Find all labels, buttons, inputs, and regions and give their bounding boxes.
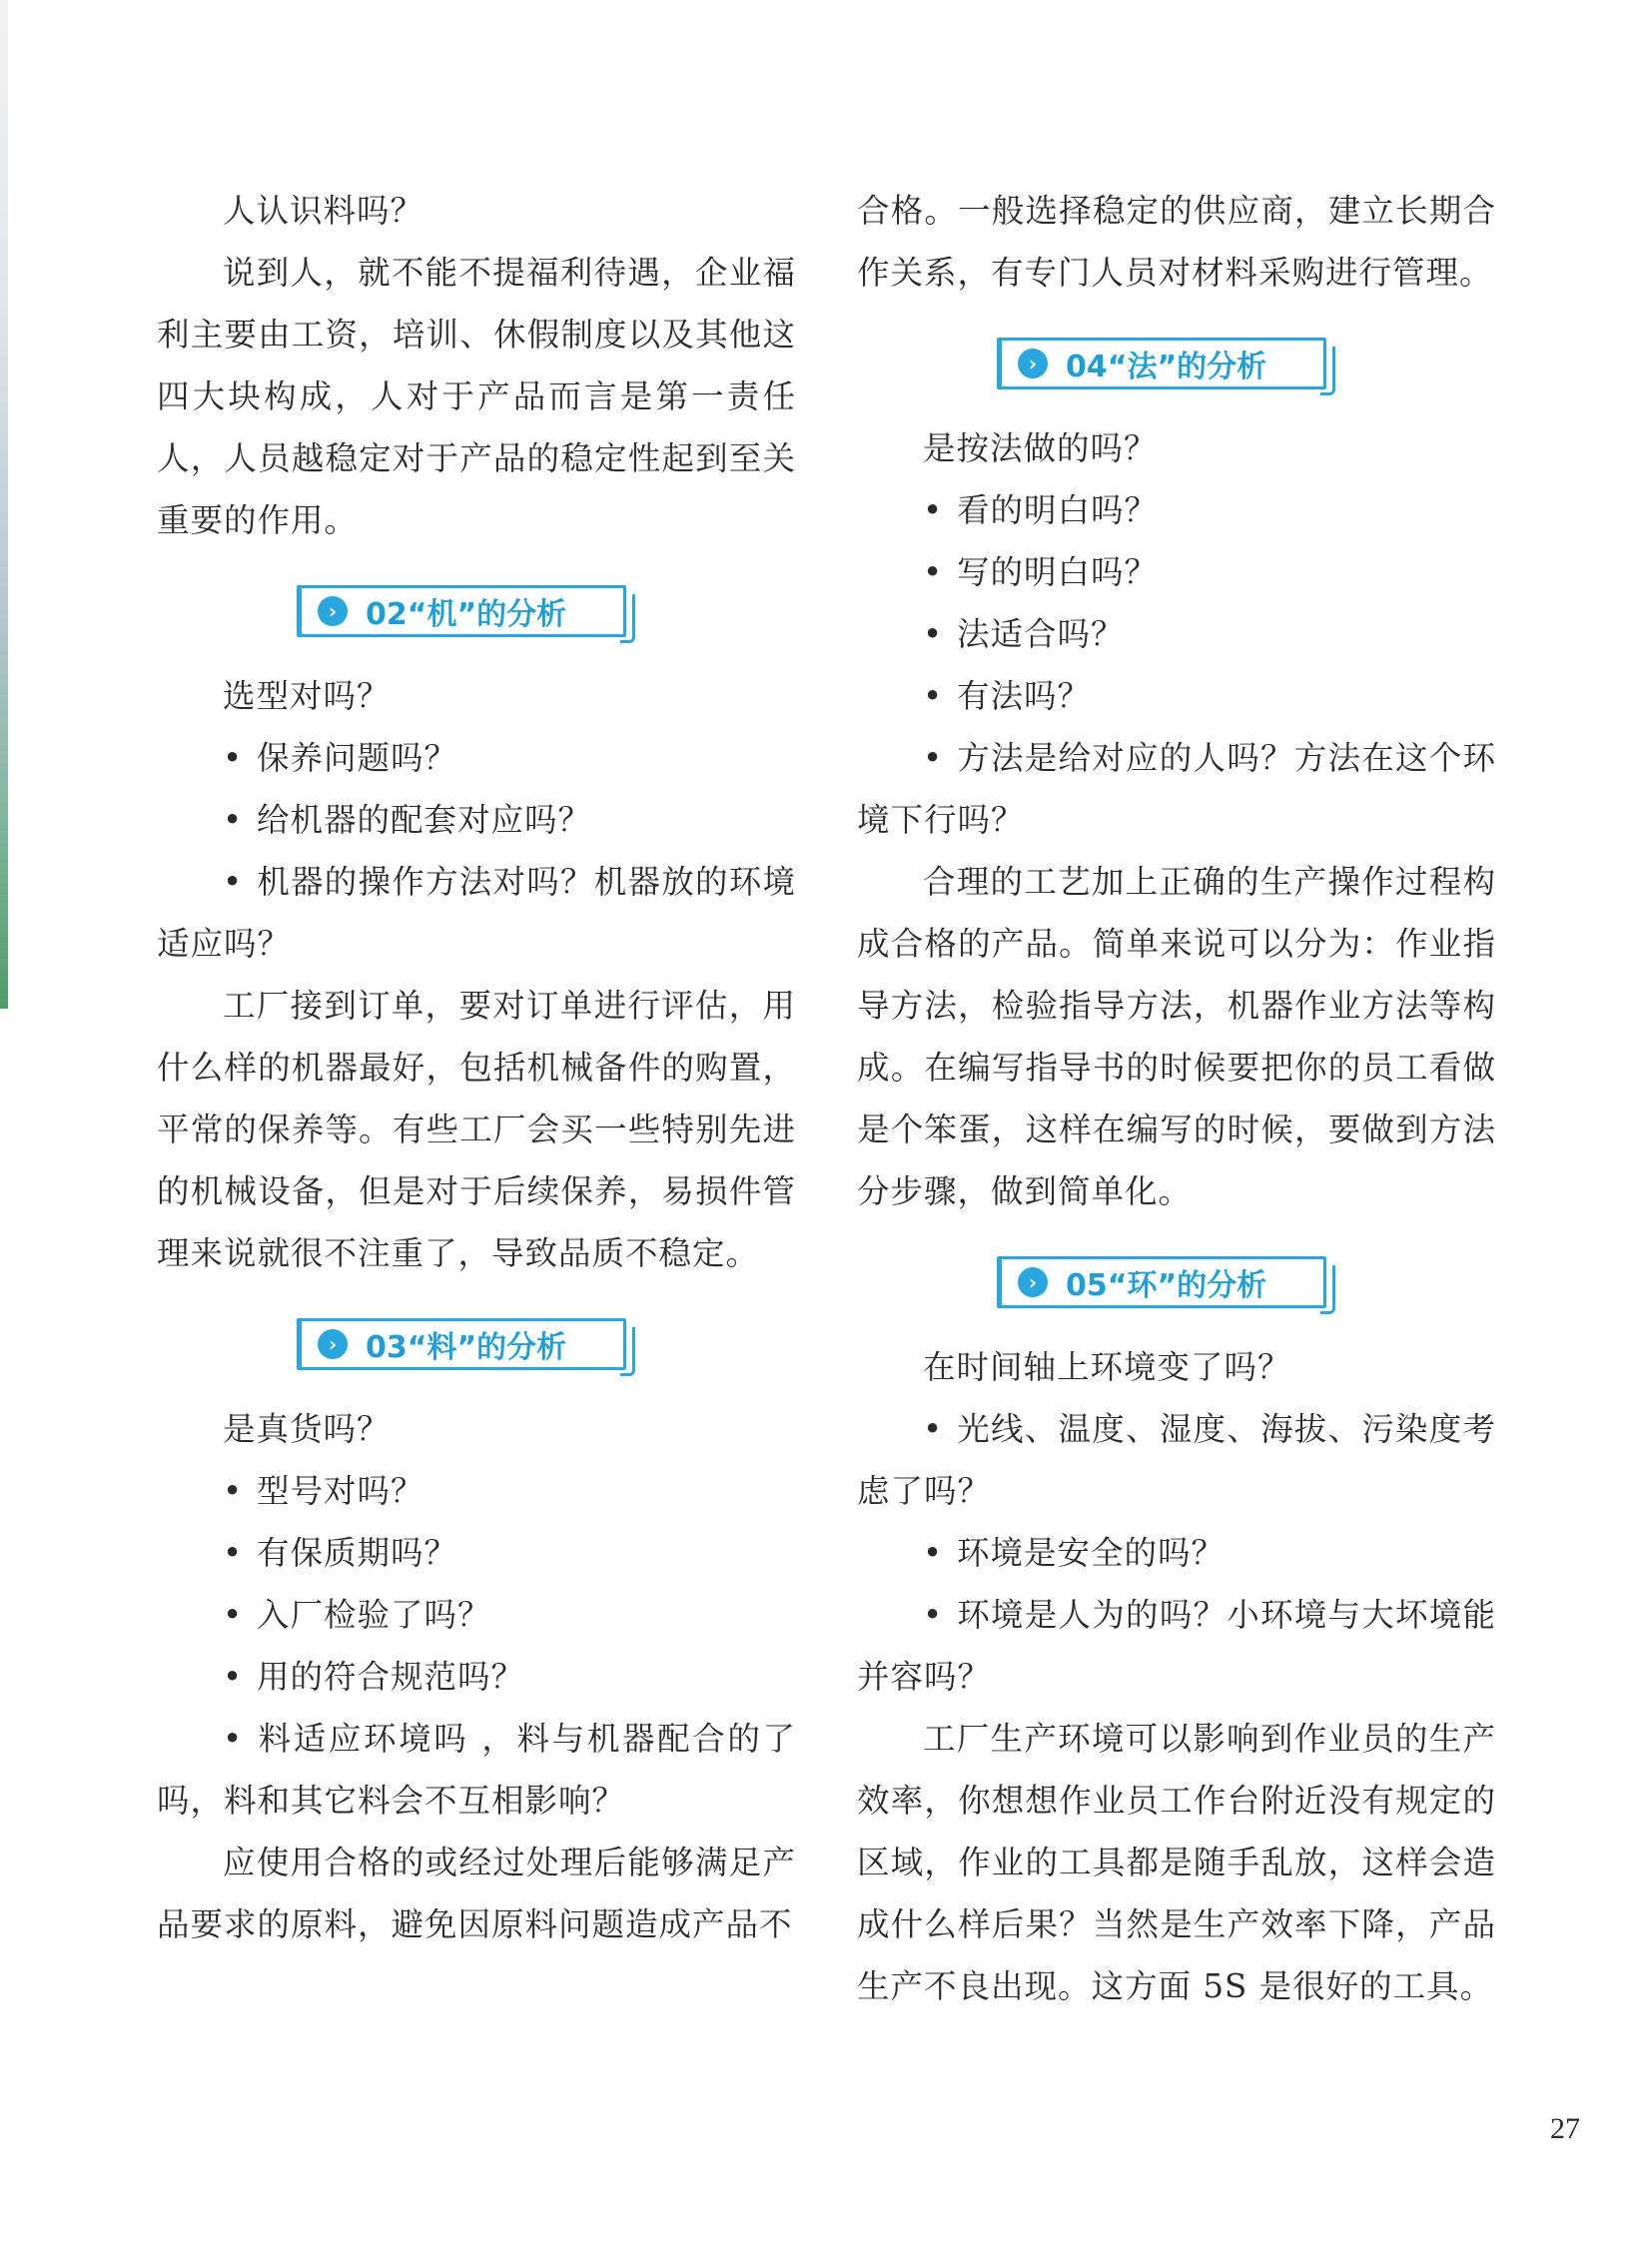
paragraph: 工厂生产环境可以影响到作业员的生产效率，你想想作业员工作台附近没有规定的区域，作业的工具都是随手乱放，这样会造成什么样后果？当然是生产效率下降，产品生产不良出现。这方面 5S 是很好的工具。	[857, 1720, 1496, 2005]
section-header	[857, 334, 1496, 395]
section-header-box	[297, 1318, 626, 1370]
bullet-item	[857, 541, 1496, 603]
bullet-dot-icon: •	[223, 863, 244, 901]
bullet-text: 写的明白吗？	[957, 553, 1159, 591]
bullet-item	[157, 1708, 796, 1832]
page-edge-decoration	[0, 0, 8, 1009]
paragraph: 说到人，就不能不提福利待遇，企业福利主要由工资，培训、休假制度以及其他这四大块构成，人对于产品而言是第一责任人，人员越稳定对于产品的稳定性起到至关重要的作用。	[157, 254, 796, 539]
right-column	[857, 180, 1496, 2017]
chevron-right-circle-icon: ›	[1018, 349, 1048, 378]
bullet-item	[857, 479, 1496, 541]
chevron-right-circle-icon: ›	[318, 596, 348, 626]
section-header	[157, 581, 796, 643]
bullet-text: 机器的操作方法对吗？机器放的环境适应吗？	[157, 863, 796, 963]
bullet-text: 型号对吗？	[257, 1472, 424, 1510]
bullet-text: 法适合吗？	[957, 615, 1125, 653]
bullet-dot-icon: •	[923, 491, 944, 529]
bullet-dot-icon: •	[223, 1596, 244, 1634]
paragraph: 人认识料吗？	[223, 192, 424, 230]
bullet-item	[857, 665, 1496, 727]
section-header	[157, 1314, 796, 1376]
section-header-box	[297, 585, 626, 637]
bullet-text: 方法是给对应的人吗？方法在这个环境下行吗？	[857, 739, 1496, 839]
bullet-text: 环境是人为的吗？小环境与大坏境能并容吗？	[857, 1596, 1496, 1696]
bullet-dot-icon: •	[923, 553, 944, 591]
bullet-dot-icon: •	[223, 1658, 244, 1696]
bullet-item	[157, 1646, 796, 1708]
bullet-text: 环境是安全的吗？	[957, 1534, 1226, 1572]
paragraph: 在时间轴上环境变了吗？	[923, 1348, 1291, 1386]
bullet-text: 有保质期吗？	[257, 1534, 458, 1572]
bullet-dot-icon: •	[923, 1596, 944, 1634]
bullet-item	[857, 1398, 1496, 1522]
bullet-dot-icon: •	[923, 677, 944, 715]
paragraph: 是真货吗？	[223, 1410, 391, 1448]
page-number: 27	[1550, 2112, 1580, 2145]
paragraph: 合格。一般选择稳定的供应商，建立长期合作关系，有专门人员对材料采购进行管理。	[857, 192, 1496, 292]
bullet-text: 看的明白吗？	[957, 491, 1159, 529]
bullet-text: 有法吗？	[957, 677, 1092, 715]
bullet-dot-icon: •	[223, 801, 244, 839]
section-header-title: 03“料”的分析	[366, 1330, 567, 1365]
chevron-right-circle-icon: ›	[1018, 1267, 1048, 1297]
bullet-item	[157, 789, 796, 851]
chevron-right-circle-icon: ›	[318, 1329, 348, 1359]
bullet-dot-icon: •	[923, 739, 944, 777]
bullet-item	[157, 851, 796, 975]
bullet-text: 给机器的配套对应吗？	[257, 801, 592, 839]
bullet-item	[157, 1460, 796, 1522]
bullet-item	[857, 1584, 1496, 1708]
bullet-dot-icon: •	[223, 1534, 244, 1572]
paragraph: 应使用合格的或经过处理后能够满足产品要求的原料，避免因原料问题造成产品不	[157, 1844, 796, 1943]
bullet-dot-icon: •	[223, 1720, 244, 1758]
bullet-dot-icon: •	[223, 1472, 244, 1510]
bullet-item	[157, 1522, 796, 1584]
paragraph: 选型对吗？	[223, 677, 391, 715]
bullet-text: 光线、温度、湿度、海拔、污染度考虑了吗？	[857, 1410, 1496, 1510]
bullet-dot-icon: •	[223, 739, 244, 777]
paragraph: 合理的工艺加上正确的生产操作过程构成合格的产品。简单来说可以分为：作业指导方法，检验指导方法，机器作业方法等构成。在编写指导书的时候要把你的员工看做是个笨蛋，这样在编写的时候，要做到方法分步骤，做到简单化。	[857, 863, 1496, 1210]
bullet-text: 保养问题吗？	[257, 739, 458, 777]
section-header-title: 02“机”的分析	[366, 597, 567, 632]
section-header	[857, 1252, 1496, 1314]
bullet-text: 用的符合规范吗？	[257, 1658, 525, 1696]
left-column	[157, 180, 796, 1955]
bullet-dot-icon: •	[923, 615, 944, 653]
bullet-item	[157, 1584, 796, 1646]
bullet-item	[857, 727, 1496, 851]
bullet-text: 料适应环境吗 ，料与机器配合的了吗，料和其它料会不互相影响？	[157, 1720, 796, 1820]
bullet-item	[157, 727, 796, 789]
paragraph: 工厂接到订单，要对订单进行评估，用什么样的机器最好，包括机械备件的购置，平常的保养等。有些工厂会买一些特别先进的机械设备，但是对于后续保养，易损件管理来说就很不注重了，导致品质不稳定。	[157, 987, 796, 1272]
bullet-dot-icon: •	[923, 1410, 944, 1448]
section-header-box	[997, 1256, 1326, 1308]
bullet-text: 入厂检验了吗？	[257, 1596, 491, 1634]
bullet-dot-icon: •	[923, 1534, 944, 1572]
paragraph: 是按法做的吗？	[923, 429, 1158, 467]
section-header-title: 05“环”的分析	[1066, 1268, 1267, 1303]
section-header-box	[997, 338, 1326, 389]
section-header-title: 04“法”的分析	[1066, 350, 1267, 384]
bullet-item	[857, 1522, 1496, 1584]
bullet-item	[857, 603, 1496, 665]
